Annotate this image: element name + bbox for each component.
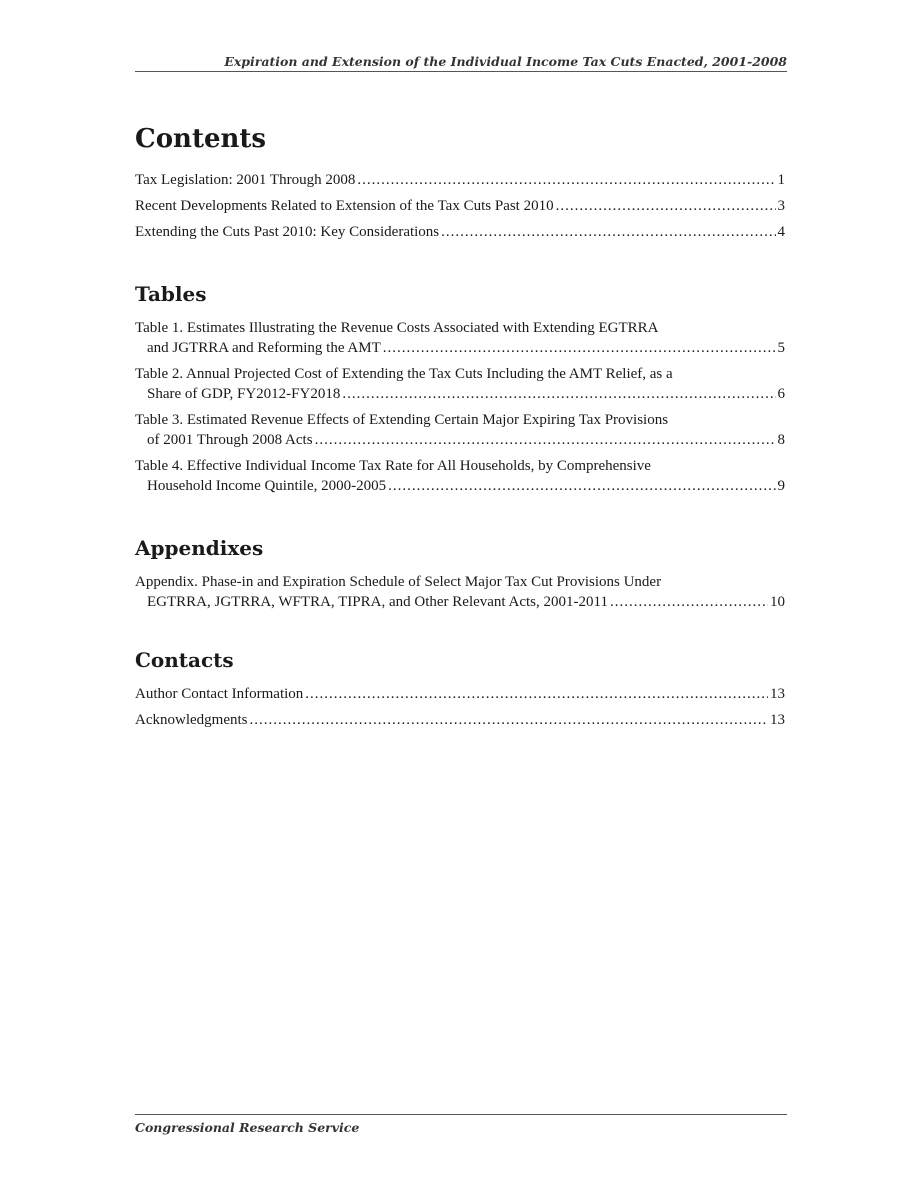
contents-list xyxy=(135,170,785,242)
toc-entry-text-line1: Table 4. Effective Individual Income Tax Rate for All Households, by Comprehensive xyxy=(135,458,651,474)
toc-entry-page: 13 xyxy=(770,686,785,702)
running-header: Expiration and Extension of the Individual Income Tax Cuts Enacted, 2001-2008 xyxy=(135,54,787,72)
contents-title: Contents xyxy=(135,124,267,154)
toc-entry-text-line2: and JGTRRA and Reforming the AMT xyxy=(147,340,381,356)
toc-entry-table-1[interactable] xyxy=(135,318,785,358)
table-of-contents xyxy=(135,124,785,736)
toc-entry-page: 9 xyxy=(777,478,785,494)
toc-entry-text-line2: Household Income Quintile, 2000-2005 xyxy=(147,478,387,494)
dot-leader xyxy=(305,684,768,704)
toc-entry-page: 3 xyxy=(777,198,785,214)
toc-entry[interactable] xyxy=(135,710,785,730)
toc-entry-table-2[interactable] xyxy=(135,364,785,404)
dot-leader xyxy=(388,476,775,496)
contacts-title: Contacts xyxy=(135,648,234,672)
toc-entry-table-3[interactable] xyxy=(135,410,785,450)
toc-entry-page: 13 xyxy=(770,712,785,728)
toc-entry-text-line1: Appendix. Phase-in and Expiration Schedule of Select Major Tax Cut Provisions Under xyxy=(135,574,662,590)
toc-entry-text-line2: of 2001 Through 2008 Acts xyxy=(147,432,313,448)
contacts-list xyxy=(135,684,785,730)
toc-entry-page: 5 xyxy=(777,340,785,356)
toc-entry-appendix[interactable] xyxy=(135,572,785,612)
tables-list xyxy=(135,318,785,496)
toc-entry-table-4[interactable] xyxy=(135,456,785,496)
toc-entry-text-line1: Table 3. Estimated Revenue Effects of Extending Certain Major Expiring Tax Provisions xyxy=(135,412,669,428)
toc-entry-text-line2: Share of GDP, FY2012-FY2018 xyxy=(147,386,341,402)
toc-entry[interactable] xyxy=(135,196,785,216)
toc-entry-text: Extending the Cuts Past 2010: Key Considerations xyxy=(135,224,440,240)
dot-leader xyxy=(610,592,768,612)
dot-leader xyxy=(249,710,768,730)
toc-entry-text-line1: Table 1. Estimates Illustrating the Revenue Costs Associated with Extending EGTRRA xyxy=(135,320,659,336)
toc-entry-page: 10 xyxy=(770,594,785,610)
toc-entry[interactable] xyxy=(135,222,785,242)
appendixes-title: Appendixes xyxy=(135,536,264,560)
toc-entry[interactable] xyxy=(135,170,785,190)
toc-entry-page: 1 xyxy=(777,172,785,188)
toc-entry-text: Recent Developments Related to Extension of the Tax Cuts Past 2010 xyxy=(135,198,554,214)
dot-leader xyxy=(441,222,775,242)
toc-entry-page: 8 xyxy=(777,432,785,448)
toc-entry-text-line2: EGTRRA, JGTRRA, WFTRA, TIPRA, and Other Relevant Acts, 2001-2011 xyxy=(147,594,608,610)
dot-leader xyxy=(342,384,775,404)
dot-leader xyxy=(357,170,775,190)
toc-entry-page: 4 xyxy=(777,224,785,240)
tables-title: Tables xyxy=(135,282,207,306)
toc-entry-text: Tax Legislation: 2001 Through 2008 xyxy=(135,172,356,188)
toc-entry-text: Author Contact Information xyxy=(135,686,304,702)
appendixes-list xyxy=(135,572,785,612)
dot-leader xyxy=(556,196,776,216)
toc-entry-text-line1: Table 2. Annual Projected Cost of Extending the Tax Cuts Including the AMT Relief, as a xyxy=(135,366,673,382)
toc-entry[interactable] xyxy=(135,684,785,704)
dot-leader xyxy=(315,430,776,450)
dot-leader xyxy=(383,338,776,358)
page-footer: Congressional Research Service xyxy=(135,1114,787,1135)
toc-entry-text: Acknowledgments xyxy=(135,712,248,728)
toc-entry-page: 6 xyxy=(777,386,785,402)
